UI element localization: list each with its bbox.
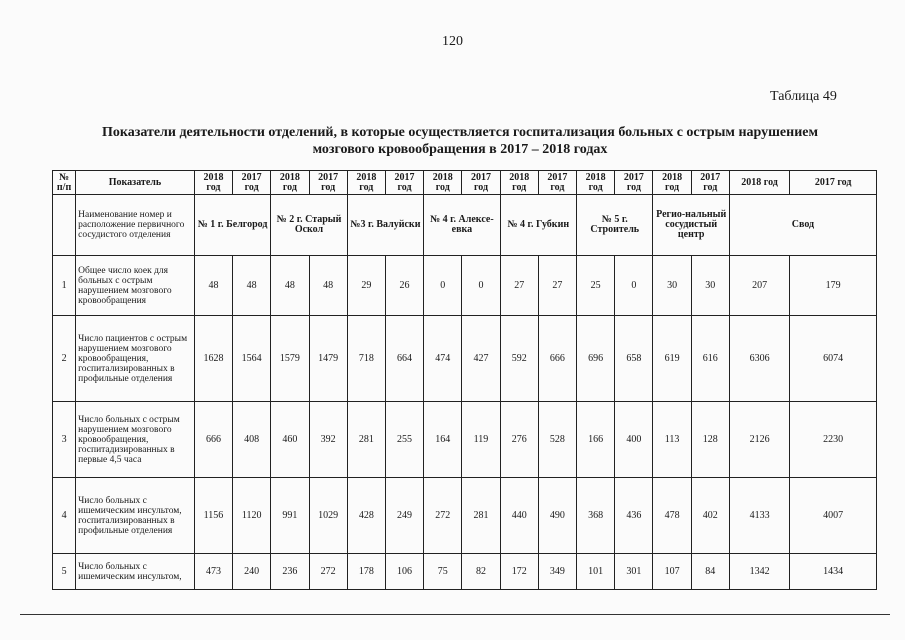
table-row bbox=[53, 478, 877, 554]
table-row bbox=[53, 256, 877, 316]
value-cell: 0 bbox=[462, 256, 500, 316]
value-cell: 301 bbox=[615, 554, 653, 590]
header-year: 2017 год bbox=[233, 171, 271, 195]
value-cell: 440 bbox=[500, 478, 538, 554]
row-label: Число больных с острым нарушением мозгового кровообращения, госпитадизированных в первые 4,5 часа bbox=[76, 402, 195, 478]
header-no: № п/п bbox=[53, 171, 76, 195]
value-cell: 82 bbox=[462, 554, 500, 590]
table-row bbox=[53, 554, 877, 590]
header-year: 2017 год bbox=[615, 171, 653, 195]
value-cell: 696 bbox=[577, 316, 615, 402]
value-cell: 408 bbox=[233, 402, 271, 478]
value-cell: 1029 bbox=[309, 478, 347, 554]
department-group: Свод bbox=[729, 195, 876, 256]
value-cell: 25 bbox=[577, 256, 615, 316]
value-cell: 1564 bbox=[233, 316, 271, 402]
value-cell: 616 bbox=[691, 316, 729, 402]
value-cell: 48 bbox=[309, 256, 347, 316]
value-cell: 27 bbox=[538, 256, 576, 316]
value-cell: 48 bbox=[271, 256, 309, 316]
department-group: № 2 г. Старый Оскол bbox=[271, 195, 347, 256]
value-cell: 658 bbox=[615, 316, 653, 402]
department-group: № 1 г. Белгород bbox=[194, 195, 270, 256]
value-cell: 281 bbox=[347, 402, 385, 478]
value-cell: 30 bbox=[691, 256, 729, 316]
row-label: Общее число коек для больных с острым нарушением мозгового кровообращения bbox=[76, 256, 195, 316]
value-cell: 1628 bbox=[194, 316, 232, 402]
value-cell: 664 bbox=[385, 316, 423, 402]
header-year: 2018 год bbox=[194, 171, 232, 195]
value-cell: 255 bbox=[385, 402, 423, 478]
table-label: Таблица 49 bbox=[770, 89, 837, 104]
header-year: 2018 год bbox=[271, 171, 309, 195]
value-cell: 281 bbox=[462, 478, 500, 554]
header-year: 2017 год bbox=[309, 171, 347, 195]
table-row bbox=[53, 402, 877, 478]
value-cell: 30 bbox=[653, 256, 691, 316]
title-line-1: Показатели деятельности отделений, в которые осуществляется госпитализация больных с острым нарушением bbox=[101, 125, 819, 140]
value-cell: 48 bbox=[194, 256, 232, 316]
indicators-table bbox=[52, 170, 877, 590]
value-cell: 666 bbox=[538, 316, 576, 402]
header-year: 2018 год bbox=[729, 171, 789, 195]
value-cell: 26 bbox=[385, 256, 423, 316]
value-cell: 106 bbox=[385, 554, 423, 590]
value-cell: 528 bbox=[538, 402, 576, 478]
value-cell: 1120 bbox=[233, 478, 271, 554]
value-cell: 4007 bbox=[790, 478, 877, 554]
value-cell: 427 bbox=[462, 316, 500, 402]
table-row bbox=[53, 316, 877, 402]
header-row bbox=[53, 171, 877, 195]
value-cell: 2230 bbox=[790, 402, 877, 478]
header-year: 2017 год bbox=[385, 171, 423, 195]
value-cell: 0 bbox=[615, 256, 653, 316]
header-year: 2017 год bbox=[462, 171, 500, 195]
value-cell: 1434 bbox=[790, 554, 877, 590]
header-year: 2017 год bbox=[790, 171, 877, 195]
value-cell: 0 bbox=[424, 256, 462, 316]
value-cell: 179 bbox=[790, 256, 877, 316]
value-cell: 619 bbox=[653, 316, 691, 402]
value-cell: 478 bbox=[653, 478, 691, 554]
empty-cell bbox=[53, 195, 76, 256]
value-cell: 107 bbox=[653, 554, 691, 590]
row-label: Число больных с ишемическим инсультом, bbox=[76, 554, 195, 590]
value-cell: 400 bbox=[615, 402, 653, 478]
value-cell: 178 bbox=[347, 554, 385, 590]
value-cell: 392 bbox=[309, 402, 347, 478]
value-cell: 172 bbox=[500, 554, 538, 590]
title-line-2: мозгового кровообращения в 2017 – 2018 годах bbox=[312, 142, 608, 157]
value-cell: 236 bbox=[271, 554, 309, 590]
value-cell: 249 bbox=[385, 478, 423, 554]
value-cell: 128 bbox=[691, 402, 729, 478]
value-cell: 1342 bbox=[729, 554, 789, 590]
value-cell: 6306 bbox=[729, 316, 789, 402]
value-cell: 4133 bbox=[729, 478, 789, 554]
value-cell: 164 bbox=[424, 402, 462, 478]
row-label: Число пациентов с острым нарушением мозгового кровообращения, госпитализированных в профильные отделения bbox=[76, 316, 195, 402]
value-cell: 2126 bbox=[729, 402, 789, 478]
row-number: 2 bbox=[53, 316, 76, 402]
header-year: 2018 год bbox=[577, 171, 615, 195]
department-group: № 5 г. Строитель bbox=[577, 195, 653, 256]
department-group: № 4 г. Губкин bbox=[500, 195, 576, 256]
row-label: Число больных с ишемическим инсультом, госпитализированных в профильные отделения bbox=[76, 478, 195, 554]
department-description: Наименование номер и расположение первичного сосудистого отделения bbox=[76, 195, 195, 256]
value-cell: 473 bbox=[194, 554, 232, 590]
header-indicator: Показатель bbox=[76, 171, 195, 195]
value-cell: 428 bbox=[347, 478, 385, 554]
value-cell: 240 bbox=[233, 554, 271, 590]
value-cell: 119 bbox=[462, 402, 500, 478]
row-number: 1 bbox=[53, 256, 76, 316]
value-cell: 1156 bbox=[194, 478, 232, 554]
value-cell: 84 bbox=[691, 554, 729, 590]
value-cell: 1479 bbox=[309, 316, 347, 402]
page-number: 120 bbox=[442, 34, 463, 49]
value-cell: 368 bbox=[577, 478, 615, 554]
header-year: 2017 год bbox=[691, 171, 729, 195]
value-cell: 29 bbox=[347, 256, 385, 316]
header-year: 2018 год bbox=[653, 171, 691, 195]
department-row bbox=[53, 195, 877, 256]
row-number: 5 bbox=[53, 554, 76, 590]
value-cell: 402 bbox=[691, 478, 729, 554]
department-group: №3 г. Валуйски bbox=[347, 195, 423, 256]
value-cell: 460 bbox=[271, 402, 309, 478]
value-cell: 6074 bbox=[790, 316, 877, 402]
value-cell: 272 bbox=[309, 554, 347, 590]
header-year: 2018 год bbox=[424, 171, 462, 195]
row-number: 3 bbox=[53, 402, 76, 478]
value-cell: 113 bbox=[653, 402, 691, 478]
header-year: 2018 год bbox=[347, 171, 385, 195]
value-cell: 718 bbox=[347, 316, 385, 402]
value-cell: 75 bbox=[424, 554, 462, 590]
value-cell: 272 bbox=[424, 478, 462, 554]
value-cell: 592 bbox=[500, 316, 538, 402]
value-cell: 349 bbox=[538, 554, 576, 590]
row-number: 4 bbox=[53, 478, 76, 554]
value-cell: 166 bbox=[577, 402, 615, 478]
header-year: 2018 год bbox=[500, 171, 538, 195]
department-group: Регио-нальный сосудистый центр bbox=[653, 195, 729, 256]
value-cell: 991 bbox=[271, 478, 309, 554]
value-cell: 666 bbox=[194, 402, 232, 478]
value-cell: 101 bbox=[577, 554, 615, 590]
value-cell: 48 bbox=[233, 256, 271, 316]
bottom-rule bbox=[20, 614, 890, 615]
table-title bbox=[40, 124, 880, 158]
value-cell: 436 bbox=[615, 478, 653, 554]
department-group: № 4 г. Алексе-евка bbox=[424, 195, 500, 256]
header-year: 2017 год bbox=[538, 171, 576, 195]
value-cell: 1579 bbox=[271, 316, 309, 402]
value-cell: 276 bbox=[500, 402, 538, 478]
value-cell: 207 bbox=[729, 256, 789, 316]
value-cell: 474 bbox=[424, 316, 462, 402]
value-cell: 490 bbox=[538, 478, 576, 554]
value-cell: 27 bbox=[500, 256, 538, 316]
